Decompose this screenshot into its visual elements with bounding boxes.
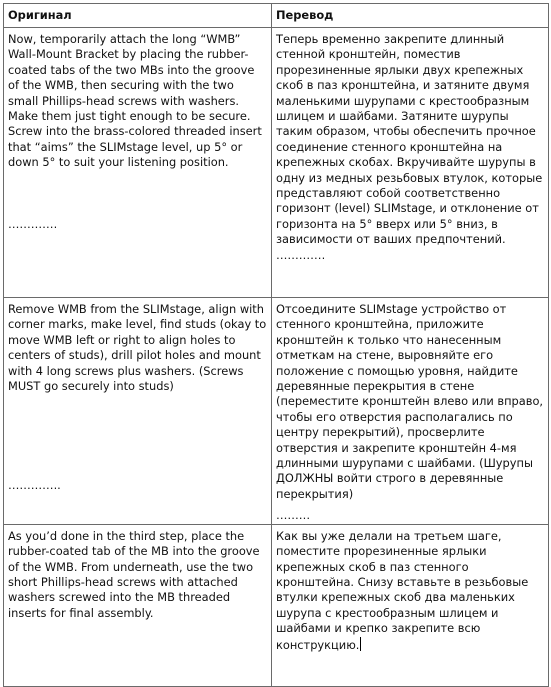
translation-cell[interactable] bbox=[272, 28, 549, 298]
original-cell[interactable] bbox=[4, 28, 272, 298]
header-original: Оригинал bbox=[4, 4, 272, 28]
ellipsis-marker: …………. bbox=[276, 247, 326, 262]
table-row bbox=[4, 298, 549, 525]
ellipsis-marker: ………….. bbox=[8, 478, 61, 493]
translation-cell[interactable] bbox=[272, 524, 549, 686]
original-cell[interactable] bbox=[4, 524, 272, 686]
original-paragraph: Remove WMB from the SLIMstage, align with corner marks, make level, find studs (okay to move WMB left or right to align holes to centers of studs), drill pilot holes and mount with 4 long screws plus washers. (Screws MUST go securely into studs) bbox=[8, 302, 267, 394]
translation-paragraph: Теперь временно закрепите длинный стенной кронштейн, поместив прорезиненные ярлыки двух крепежных скоб в паз кронштейна, и затяните двумя маленькими шурупами с крестообразным шлицем и шайбами. Затяните шурупы таким образом, чтобы обеспечить прочное соединение стенного кронштейна на крепежных скобах. Вкручивайте шурупы в одну из медных резьбовых втулок, которые представляют собой соответственно горизонт (level) SLIMstage, и отклонение от горизонта на 5° вверх или 5° вниз, в зависимости от ваших предпочтений. bbox=[276, 32, 543, 247]
original-paragraph: Now, temporarily attach the long “WMB” Wall-Mount Bracket by placing the rubber-coated tabs of the two MBs into the groove of the WMB, then securing with the two small Phillips-head screws with washers. Make them just tight enough to be secure. Screw into the brass-colored threaded insert that “aims” the SLIMstage level, up 5° or down 5° to suit your listening position. bbox=[8, 32, 262, 170]
ellipsis-marker: …………. bbox=[8, 216, 58, 231]
original-cell[interactable] bbox=[4, 298, 272, 525]
translation-paragraph: Отсоедините SLIMstage устройство от стенного кронштейна, приложите кронштейн к только что нанесенным отметкам на стене, выровняйте его положение с помощью уровня, найдите деревянные перекрытия в стене (переместите кронштейн влево или вправо, чтобы его отверстия располагались по центру перекрытий), просверлите отверстия и закрепите кронштейн 4-мя длинными шурупами с шайбами. (Шурупы ДОЛЖНЫ войти строго в деревянные перекрытия) bbox=[276, 302, 544, 501]
table-row bbox=[4, 524, 549, 686]
table-row bbox=[4, 28, 549, 298]
translation-table bbox=[3, 3, 549, 687]
ellipsis-marker: ……… bbox=[276, 508, 311, 523]
translation-cell[interactable] bbox=[272, 298, 549, 525]
header-translation: Перевод bbox=[272, 4, 549, 28]
table-header-row bbox=[4, 4, 549, 28]
text-cursor bbox=[360, 637, 361, 651]
translation-paragraph: Как вы уже делали на третьем шаге, поместите прорезиненные ярлыки крепежных скоб в паз стенного кронштейна. Снизу вставьте в резьбовые втулки крепежных скоб два маленьких шурупа с крестообразным шлицем и шайбами и крепко закрепите всю конструкцию. bbox=[276, 528, 529, 652]
original-paragraph: As you’d done in the third step, place the rubber-coated tab of the MB into the groove of the WMB. From underneath, use the two short Phillips-head screws with attached washers screwed into the MB threaded inserts for final assembly. bbox=[8, 528, 260, 620]
